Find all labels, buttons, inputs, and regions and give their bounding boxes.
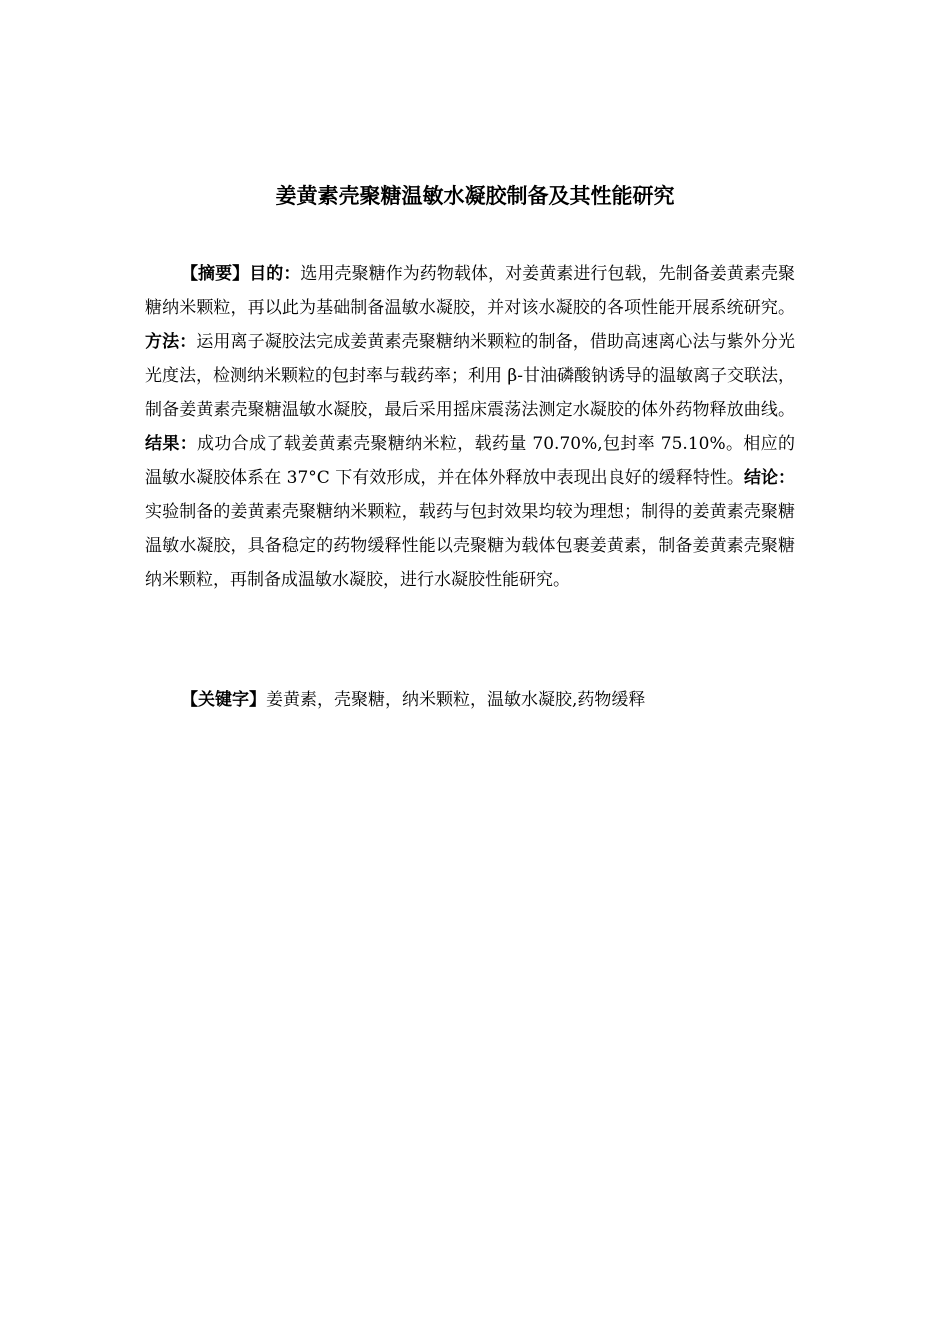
abstract-paragraph <box>145 257 795 597</box>
purpose-text: 选用壳聚糖作为药物载体，对姜黄素进行包载，先制备姜黄素壳聚糖纳米颗粒，再以此为基础制备温敏水凝胶，并对该水凝胶的各项性能开展系统研究。 <box>145 264 796 318</box>
method-label: 方法： <box>145 332 197 352</box>
result-label: 结果： <box>145 434 198 454</box>
conclusion-label: 结论： <box>743 468 795 488</box>
result-text: 成功合成了载姜黄素壳聚糖纳米粒，载药量 70.70%,包封率 75.10%。相应的温敏水凝胶体系在 37°C 下有效形成，并在体外释放中表现出良好的缓释特性。 <box>145 434 795 488</box>
purpose-label: 目的： <box>249 264 301 284</box>
abstract-label: 【摘要】 <box>181 264 250 284</box>
keywords-paragraph <box>145 683 795 717</box>
keywords-text: 姜黄素，壳聚糖，纳米颗粒，温敏水凝胶,药物缓释 <box>266 690 646 710</box>
method-text: 运用离子凝胶法完成姜黄素壳聚糖纳米颗粒的制备，借助高速离心法与紫外分光光度法，检测纳米颗粒的包封率与载药率；利用 β-甘油磷酸钠诱导的温敏离子交联法，制备姜黄素壳聚糖温敏水凝胶，最后采用摇床震荡法测定水凝胶的体外药物释放曲线。 <box>145 332 796 420</box>
keywords-label: 【关键字】 <box>181 690 266 710</box>
paper-title: 姜黄素壳聚糖温敏水凝胶制备及其性能研究 <box>275 184 675 208</box>
conclusion-text: 实验制备的姜黄素壳聚糖纳米颗粒，载药与包封效果均较为理想；制得的姜黄素壳聚糖温敏水凝胶，具备稳定的药物缓释性能以壳聚糖为载体包裹姜黄素，制备姜黄素壳聚糖纳米颗粒，再制备成温敏水凝胶，进行水凝胶性能研究。 <box>145 502 795 590</box>
